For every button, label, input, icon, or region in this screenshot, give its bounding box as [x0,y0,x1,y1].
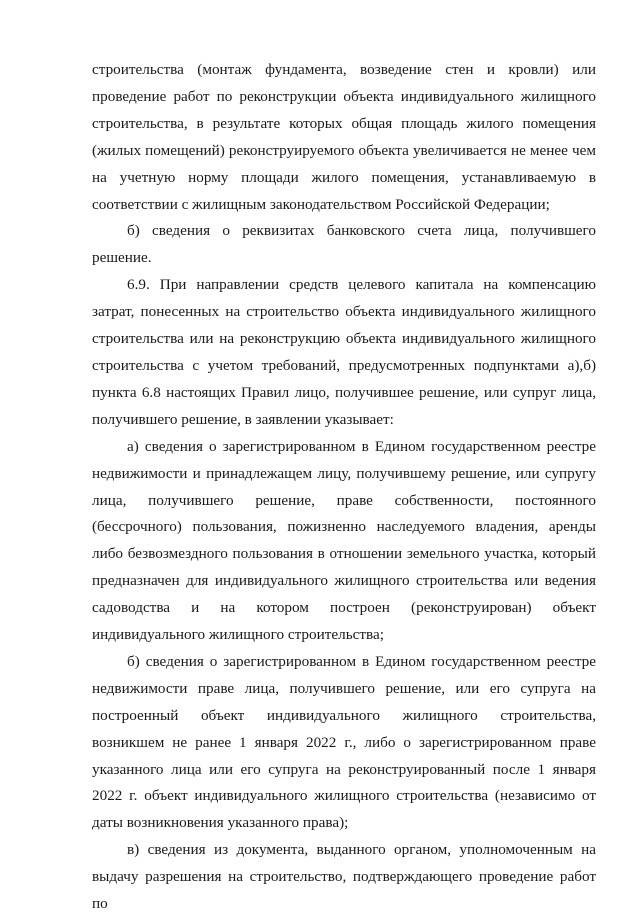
paragraph-bank-details: б) сведения о реквизитах банковского счета лица, получившего решение. [92,222,596,267]
paragraph-continuation: строительства (монтаж фундамента, возведение стен и кровли) или проведение работ по реконструкции объекта индивидуального жилищного строительства, в результате которых общая площадь жилого помещения (жилых помещений) реконструируемого объекта увеличивается не менее чем на учетную норму площади жилого помещения, устанавливаемую в соответствии с жилищным законодательством Российской Федерации; [92,61,596,213]
paragraph-item-b: б) сведения о зарегистрированном в Едином государственном реестре недвижимости праве лица, получившего решение, или его супруга на построенный объект индивидуального жилищного строительства, возникшем не ранее 1 января 2022 г., либо о зарегистрированном праве указанного лица или его супруга на реконструированный после 1 января 2022 г. объект индивидуального жилищного строительства (независимо от даты возникновения указанного права); [92,652,596,832]
paragraph-item-a: а) сведения о зарегистрированном в Едином государственном реестре недвижимости и принадлежащем лицу, получившему решение, или супругу лица, получившего решение, праве собственности, постоянного (бессрочного) пользования, пожизненно наследуемого владения, аренды либо безвозмездного пользования в отношении земельного участка, который предназначен для индивидуального жилищного строительства или ведения садоводства и на котором построен (реконструирован) объект индивидуального жилищного строительства; [92,437,596,644]
document-body [92,57,596,918]
paragraph-item-v: в) сведения из документа, выданного органом, уполномоченным на выдачу разрешения на строительство, подтверждающего проведение работ по [92,841,596,913]
paragraph-6-9: 6.9. При направлении средств целевого капитала на компенсацию затрат, понесенных на строительство объекта индивидуального жилищного строительства или на реконструкцию объекта индивидуального жилищного строительства с учетом требований, предусмотренных подпунктами а),б) пункта 6.8 настоящих Правил лицо, получившее решение, или супруг лица, получившего решение, в заявлении указывает: [92,276,596,428]
